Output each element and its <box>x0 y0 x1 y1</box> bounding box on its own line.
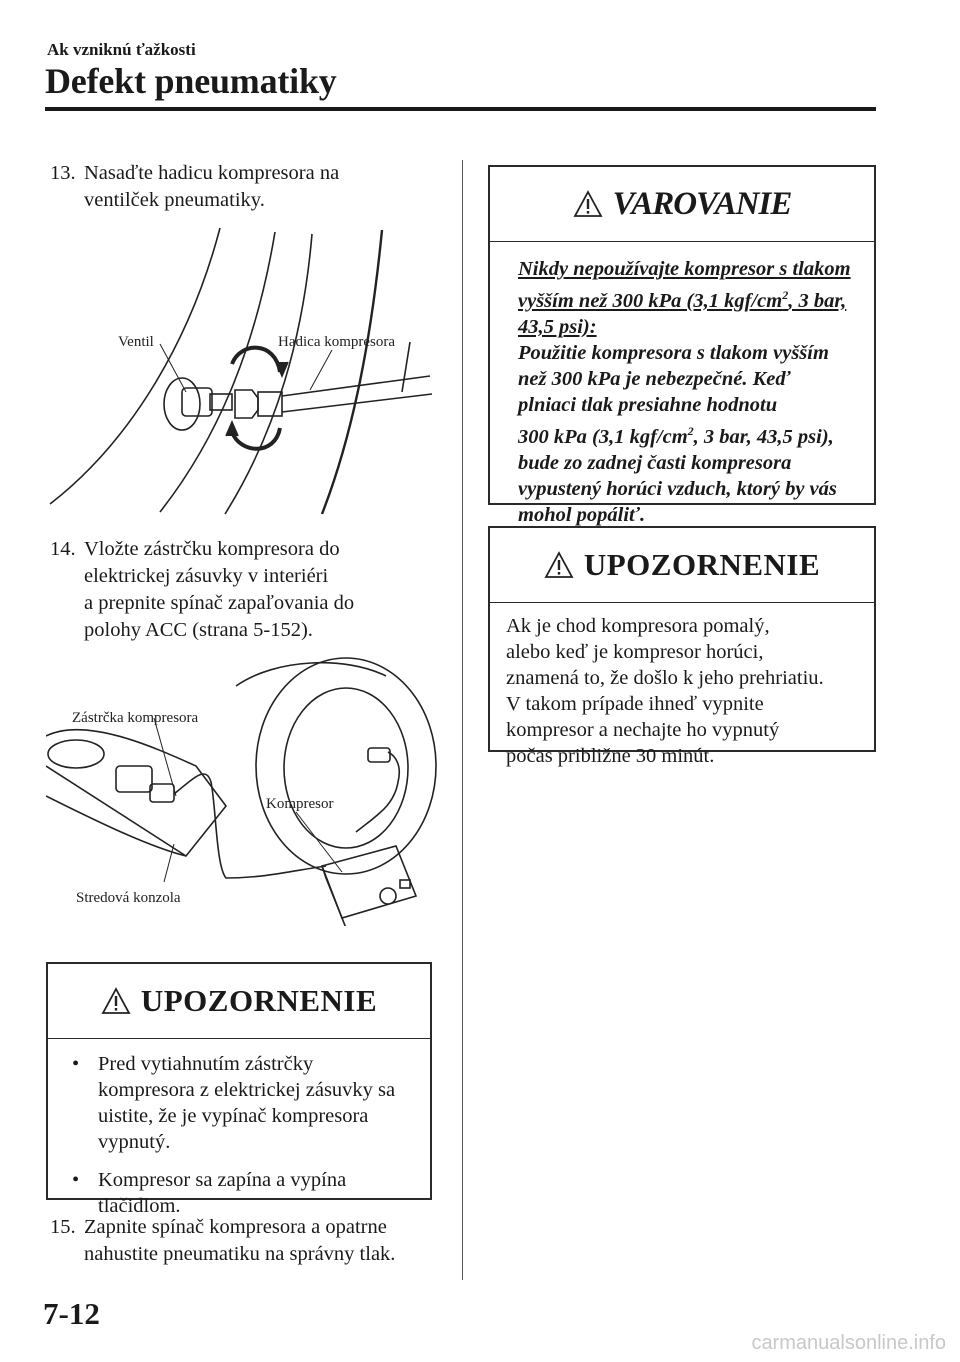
caution-box-plug <box>46 962 432 1217</box>
title-rule <box>45 107 876 111</box>
caution-heading: UPOZORNENIE <box>140 983 378 1018</box>
step-text: Nasaďte hadicu kompresora na ventilček pneumatiky. <box>84 162 340 211</box>
caution-bullet: • Pred vytiahnutím zástrčky kompresora z elektrickej zásuvky sa uistite, že je vypínač kompresora vypnutý. <box>72 1053 396 1153</box>
caution-bullet: • Kompresor sa zapína a vypína tlačidlom. <box>72 1169 347 1217</box>
step-number: 14. <box>50 538 76 560</box>
caution-header <box>48 964 430 1039</box>
caution-box-overheat <box>488 526 876 767</box>
compressor-plug-illustration <box>46 656 446 926</box>
warning-triangle-icon <box>101 987 131 1015</box>
caution-body <box>48 1039 430 1241</box>
caution-header <box>490 528 874 603</box>
label-plug: Zástrčka kompresora <box>72 710 199 726</box>
warning-header <box>490 167 874 242</box>
label-hose: Hadica kompresora <box>278 334 396 350</box>
warning-body: Nikdy nepoužívajte kompresor s tlakom vyšším než 300 kPa (3,1 kgf/$cm^2$, 3 bar, 43,5 psi): Použitie kompresora s tlakom vyšším než 300 kPa je nebezpečné. Keď plniaci tlak presiahne hodnotu 300 kPa (3,1 kgf/$cm^2$, 3 bar, 43,5 psi), bude zo zadnej časti kompresora vypustený horúci vzduch, ktorý by vás mohol popáliť. <box>518 258 851 526</box>
page-title: Defekt pneumatiky <box>45 61 337 101</box>
warning-triangle-icon <box>544 551 574 579</box>
label-compressor: Kompresor <box>266 796 334 812</box>
label-console: Stredová konzola <box>76 890 181 906</box>
step-text: Vložte zástrčku kompresora do elektrickej zásuvky v interiéri a prepnite spínač zapaľovania do polohy ACC (strana 5-152). <box>84 538 355 641</box>
warning-box-pressure <box>488 165 876 526</box>
warning-triangle-icon <box>573 190 603 218</box>
caution-body: Ak je chod kompresora pomalý, alebo keď je kompresor horúci, znamená to, že došlo k jeho prehriatiu. V takom prípade ihneď vypnite kompresor a nechajte ho vypnutý počas približne 30 minút. <box>506 615 824 767</box>
column-divider <box>462 160 463 1280</box>
step-text: Zapnite spínač kompresora a opatrne nahustite pneumatiku na správny tlak. <box>84 1216 396 1265</box>
step-number: 13. <box>50 162 76 184</box>
step-number: 15. <box>50 1216 76 1238</box>
page-number: 7-12 <box>43 1296 100 1331</box>
section-label: Ak vzniknú ťažkosti <box>47 40 196 59</box>
warning-heading: VAROVANIE <box>612 185 792 222</box>
watermark: carmanualsonline.info <box>751 1332 946 1354</box>
label-valve: Ventil <box>118 334 154 350</box>
valve-hose-illustration <box>40 222 450 522</box>
caution-heading: UPOZORNENIE <box>583 547 821 582</box>
